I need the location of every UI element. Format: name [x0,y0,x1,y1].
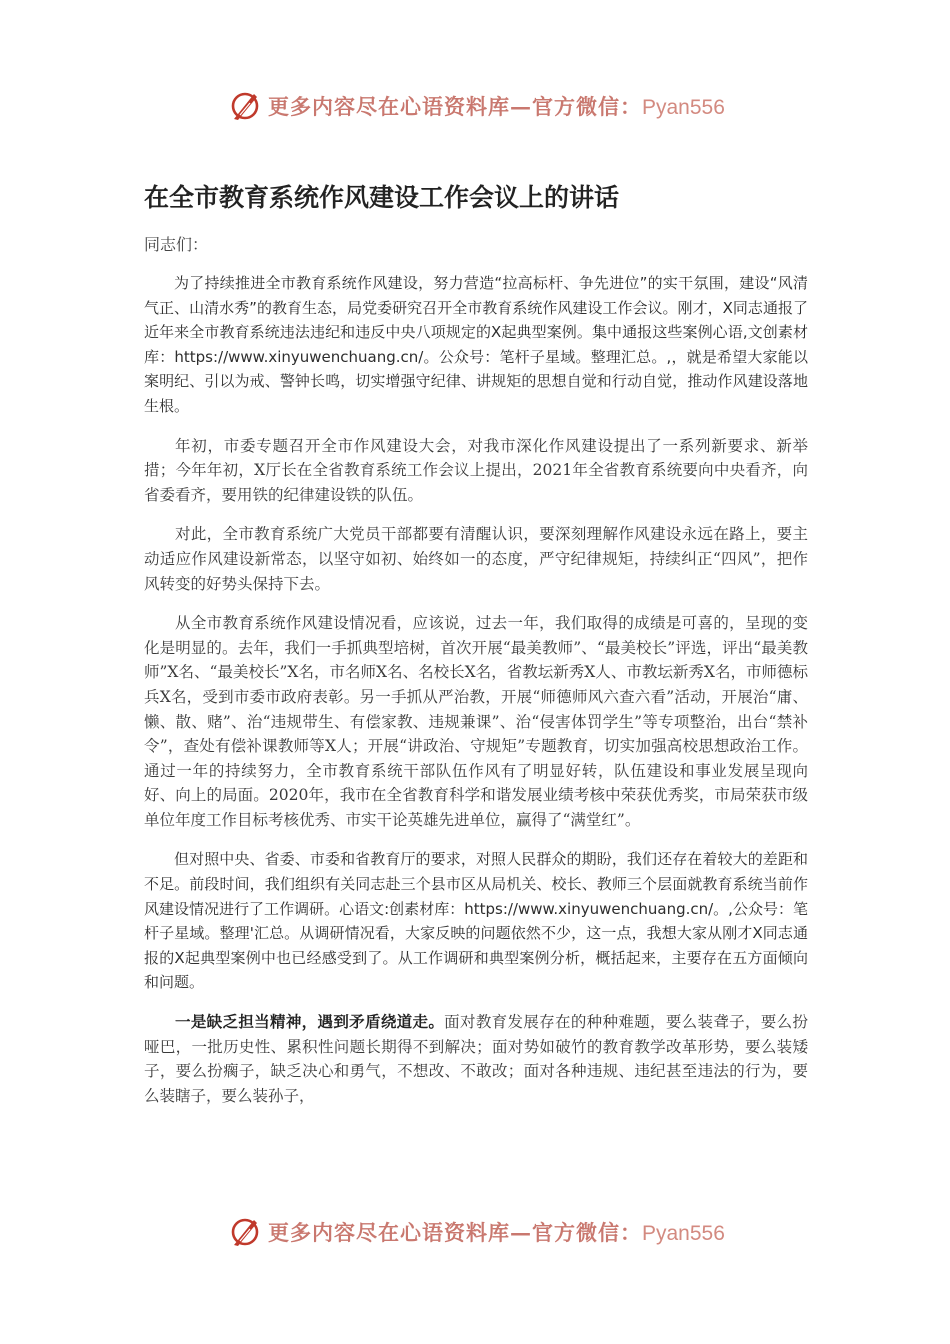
paragraph-5: 但对照中央、省委、市委和省教育厅的要求，对照人民群众的期盼，我们还存在着较大的差距和不足。前段时间，我们组织有关同志赴三个县市区从局机关、校长、教师三个层面就教育系统当前作风建设情况进行了工作调研。心语文:创素材库：https://www.xinyuwenchuang.cn/。,公众号：笔杆子星域。整理'汇总。从调研情况看，大家反映的问题依然不少，这一点，我想大家从刚才X同志通报的X起典型案例中也已经感受到了。从工作调研和典型案例分析，概括起来，主要存在五方面倾向和问题。 [144,850,808,992]
paragraph-6-text: 面对教育发展存在的种种难题，要么装聋子，要么扮哑巴，一批历史性、累积性问题长期得不到解决；面对势如破竹的教育教学改革形势，要么装矮子，要么扮瘸子，缺乏决心和勇气，不想改、不敢改；面对各种违规、违纪甚至违法的行为，要么装瞎子，要么装孙子， [144,1013,808,1105]
banner-text: 更多内容尽在心语资料库—官方微信：Pyan556 [268,94,725,119]
paragraph-1: 为了持续推进全市教育系统作风建设，努力营造“拉高标杆、争先进位”的实干氛围，建设“风清气正、山清水秀”的教育生态，局党委研究召开全市教育系统作风建设工作会议。刚才，X同志通报了近年来全市教育系统违法违纪和违反中央八项规定的X起典型案例。集中通报这些案例心语,文创素材库：https://www.xinyuwenchuang.cn/。公众号：笔杆子星域。整理汇总。,，就是希望大家能以案明纪、引以为戒、警钟长鸣，切实增强守纪律、讲规矩的思想自觉和行动自觉，推动作风建设落地生根。 [144,274,808,415]
banner-wechat-id: Pyan556 [642,1222,725,1245]
banner-wechat-id: Pyan556 [642,96,725,119]
banner-text: 更多内容尽在心语资料库—官方微信：Pyan556 [268,1220,725,1245]
paragraph-2: 年初，市委专题召开全市作风建设大会，对我市深化作风建设提出了一系列新要求、新举措；今年年初，X厅长在全省教育系统工作会议上提出，2021年全省教育系统要向中央看齐，向省委看齐，要用铁的纪律建设铁的队伍。 [144,436,808,504]
paragraph-3: 对此，全市教育系统广大党员干部都要有清醒认识，要深刻理解作风建设永远在路上，要主动适应作风建设新常态，以坚守如初、始终如一的态度，严守纪律规矩，持续纠正“四风”，把作风转变的好势头保持下去。 [144,525,808,593]
footer-banner [228,1210,728,1254]
paragraph-4: 从全市教育系统作风建设情况看，应该说，过去一年，我们取得的成绩是可喜的，呈现的变化是明显的。去年，我们一手抓典型培树，首次开展“最美教师”、“最美校长”评选，评出“最美教师”X名、“最美校长”X名，市名师X名、名校长X名，省教坛新秀X人、市教坛新秀X名，市师德标兵X名，受到市委市政府表彰。另一手抓从严治教，开展“师德师风六查六看”活动，开展治“庸、懒、散、赌”、治“违规带生、有偿家教、违规兼课”、治“侵害体罚学生”等专项整治，出台“禁补令”，查处有偿补课教师等X人；开展“讲政治、守规矩”专题教育，切实加强高校思想政治工作。通过一年的持续努力，全市教育系统干部队伍作风有了明显好转，队伍建设和事业发展呈现向好、向上的局面。2020年，我市在全省教育科学和谐发展业绩考核中荣获优秀奖，市局荣获市级单位年度工作目标考核优秀、市实干论英雄先进单位，赢得了“满堂红”。 [144,614,808,829]
header-banner [228,84,728,128]
salutation: 同志们： [144,235,209,254]
quill-pen-logo-icon [228,89,262,123]
quill-pen-logo-icon [228,1215,262,1249]
paragraph-6 [144,1010,808,1108]
page-title: 在全市教育系统作风建设工作会议上的讲话 [144,183,620,212]
document-body [144,232,808,1123]
paragraph-6-lead: 一是缺乏担当精神，遇到矛盾绕道走。 [175,1012,445,1032]
